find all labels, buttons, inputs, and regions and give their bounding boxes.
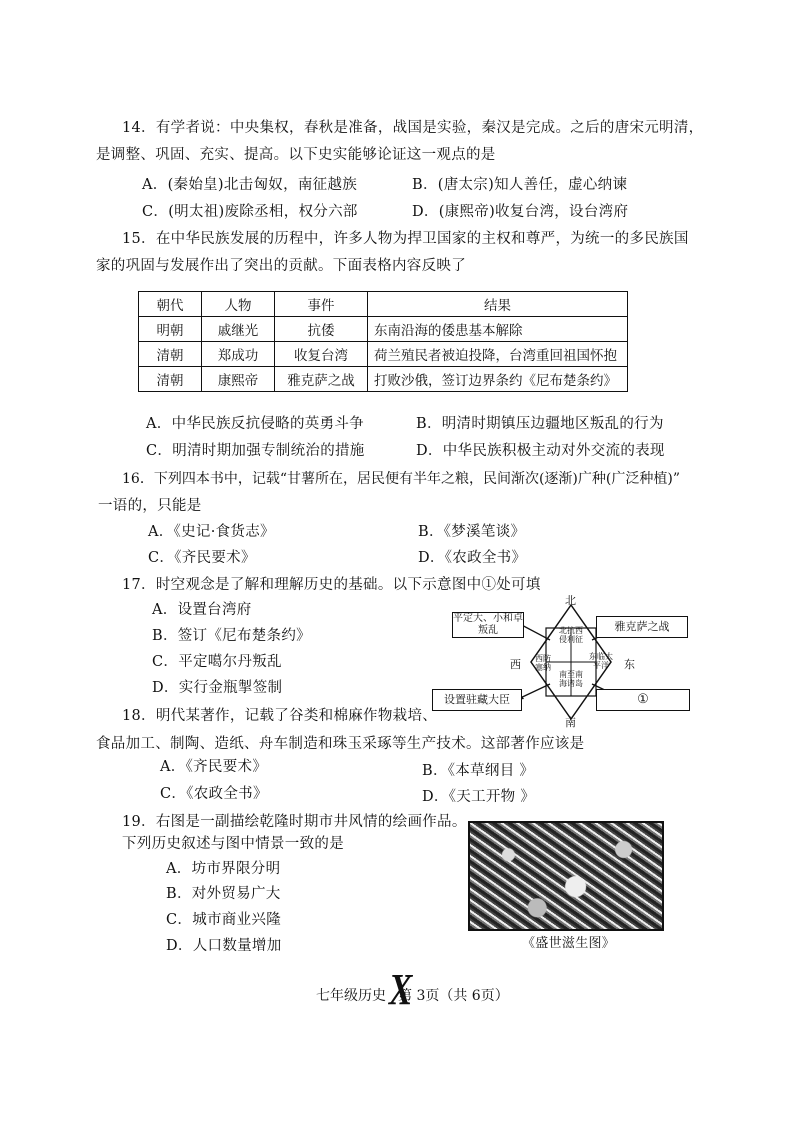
footer-version-mark: X (388, 965, 413, 1014)
q17-option-c: C．平定噶尔丹叛乱 (152, 654, 282, 670)
footer-subject: 七年级历史 (316, 988, 386, 1004)
q19-option-b: B．对外贸易广大 (166, 886, 281, 902)
q14-stem-line2: 是调整、巩固、充实、提高。以下史实能够论证这一观点的是 (96, 147, 496, 163)
q14-option-a: A．(秦始皇)北击匈奴，南征越族 (142, 177, 358, 193)
table-cell: 抗倭 (275, 317, 368, 342)
diagram-north-label: 北 (565, 594, 576, 607)
diagram-inner-north: 北抗西侵利征 (559, 626, 583, 644)
table-cell: 收复台湾 (275, 342, 368, 367)
q16-option-d: D．《农政全书》 (418, 550, 527, 566)
q17-stem: 17．时空观念是了解和理解历史的基础。以下示意图中①处可填 (122, 577, 541, 593)
q14-option-c: C．(明太祖)废除丞相，权分六部 (142, 204, 358, 220)
table-row (139, 367, 628, 392)
q19-option-c: C．城市商业兴隆 (166, 912, 281, 928)
table-cell: 康熙帝 (202, 367, 275, 392)
q14-option-b: B．(唐太宗)知人善任，虚心纳谏 (412, 177, 628, 193)
table-cell: 郑成功 (202, 342, 275, 367)
diagram-south-label: 南 (565, 716, 576, 729)
diagram-box-southwest: 设置驻藏大臣 (432, 689, 522, 711)
q18-stem-line1: 18．明代某著作，记载了谷类和棉麻作物栽培、 (122, 708, 438, 724)
q15-stem-line2: 家的巩固与发展作出了突出的贡献。下面表格内容反映了 (96, 258, 466, 274)
q15-table (138, 291, 628, 392)
q19-option-a: A．坊市界限分明 (166, 861, 281, 877)
diagram-box-northwest: 平定大、小和卓叛乱 (453, 613, 523, 636)
diagram-box-northeast: 雅克萨之战 (596, 616, 688, 638)
q19-stem-line1: 19．右图是一副描绘乾隆时期市井风情的绘画作品。 (122, 814, 467, 830)
q18-stem-line2: 食品加工、制陶、造纸、舟车制造和珠玉采琢等生产技术。这部著作应该是 (96, 736, 585, 752)
table-header: 事件 (275, 292, 368, 317)
diagram-inner-south: 南至南海诸岛 (559, 670, 583, 688)
table-cell: 戚继光 (202, 317, 275, 342)
q16-option-a: A．《史记·食货志》 (148, 524, 275, 540)
table-cell: 东南沿海的倭患基本解除 (368, 317, 628, 342)
q17-option-b: B．签订《尼布楚条约》 (152, 628, 311, 644)
q17-option-a: A．设置台湾府 (152, 602, 252, 618)
q19-stem-line2: 下列历史叙述与图中情景一致的是 (122, 836, 344, 852)
table-cell: 清朝 (139, 342, 202, 367)
table-cell: 打败沙俄，签订边界条约《尼布楚条约》 (368, 367, 628, 392)
q15-option-d: D．中华民族积极主动对外交流的表现 (416, 443, 665, 459)
painting-image (468, 821, 664, 931)
q15-option-c: C．明清时期加强专制统治的措施 (146, 443, 365, 459)
table-cell: 荷兰殖民者被迫投降，台湾重回祖国怀抱 (368, 342, 628, 367)
diagram-box-southeast: ① (596, 689, 690, 711)
table-header: 人物 (202, 292, 275, 317)
q17-option-d: D．实行金瓶掣签制 (152, 680, 283, 696)
painting-caption: 《盛世滋生图》 (522, 936, 616, 951)
q18-option-a: A．《齐民要术》 (160, 759, 268, 775)
q14-option-d: D．(康熙帝)收复台湾，设台湾府 (412, 204, 629, 220)
q15-option-b: B．明清时期镇压边疆地区叛乱的行为 (416, 416, 664, 432)
q17-diagram (444, 594, 696, 729)
table-row (139, 342, 628, 367)
q16-option-b: B．《梦溪笔谈》 (418, 524, 526, 540)
q15-stem-line1: 15．在中华民族发展的历程中，许多人物为捍卫国家的主权和尊严，为统一的多民族国 (122, 231, 689, 247)
q19-option-d: D．人口数量增加 (166, 938, 282, 954)
q18-option-d: D．《天工开物 》 (422, 789, 536, 805)
q16-stem-line1: 16．下列四本书中，记载“甘薯所在，居民便有半年之粮，民间渐次(逐渐)广种(广泛种植)” (122, 471, 680, 487)
q16-option-c: C．《齐民要术》 (148, 550, 256, 566)
diagram-inner-west: 西防塞纳 (535, 654, 551, 672)
table-cell: 雅克萨之战 (275, 367, 368, 392)
q15-option-a: A．中华民族反抗侵略的英勇斗争 (146, 416, 364, 432)
table-header-row (139, 292, 628, 317)
diagram-east-label: 东 (624, 658, 635, 671)
q16-stem-line2: 一语的，只能是 (98, 498, 202, 514)
table-row (139, 317, 628, 342)
diagram-inner-east: 东临太平洋 (589, 652, 613, 670)
q14-stem-line1: 14．有学者说：中央集权，春秋是准备，战国是实验，秦汉是完成。之后的唐宋元明清， (122, 120, 704, 136)
table-cell: 明朝 (139, 317, 202, 342)
q18-option-c: C．《农政全书》 (160, 786, 268, 802)
table-cell: 清朝 (139, 367, 202, 392)
q18-option-b: B．《本草纲目 》 (422, 763, 535, 779)
diagram-west-label: 西 (510, 658, 521, 671)
table-header: 朝代 (139, 292, 202, 317)
table-header: 结果 (368, 292, 628, 317)
footer-page-number: 第 3页（共 6页） (398, 988, 509, 1004)
